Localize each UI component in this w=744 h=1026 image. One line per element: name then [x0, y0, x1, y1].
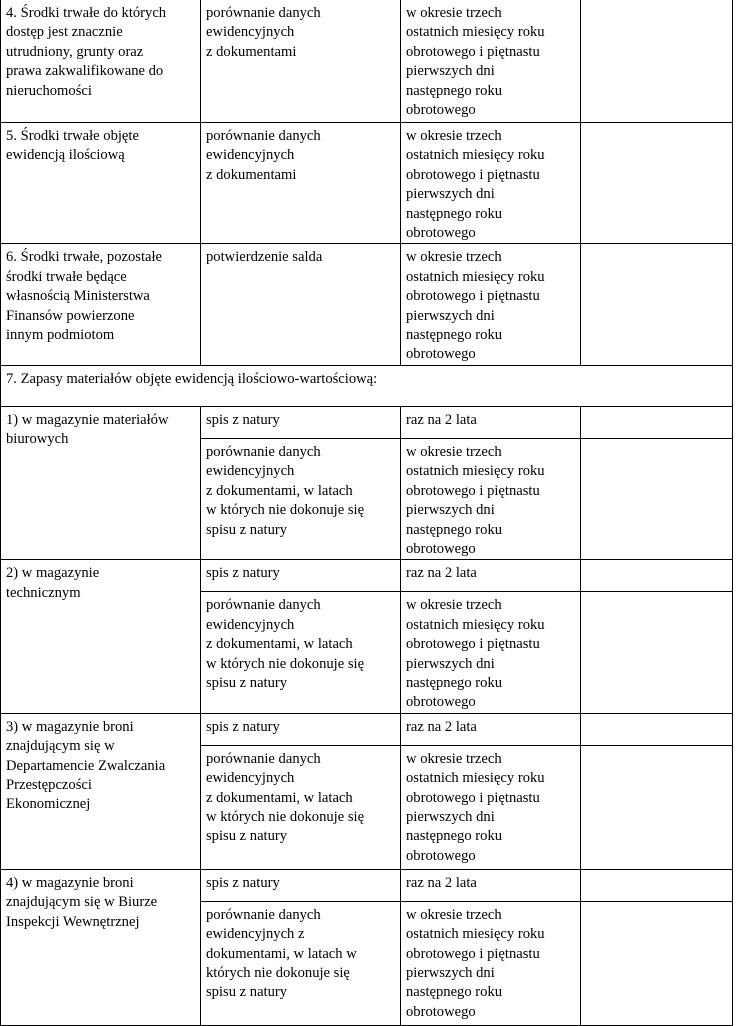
table-row [1, 123, 733, 244]
notes-cell [581, 869, 733, 901]
table-row [1, 244, 733, 365]
table-row [1, 713, 733, 745]
method-cell: porównanie danych ewidencyjnych z dokumentami [201, 0, 401, 123]
table-row [1, 869, 733, 901]
timing-cell: w okresie trzech ostatnich miesięcy roku obrotowego i piętnastu pierwszych dni następnego roku obrotowego [401, 0, 581, 123]
method-cell: porównanie danych ewidencyjnych z dokumentami [201, 123, 401, 244]
timing-cell: w okresie trzech ostatnich miesięcy roku obrotowego i piętnastu pierwszych dni następnego roku obrotowego [401, 244, 581, 365]
notes-cell [581, 745, 733, 869]
method-cell: potwierdzenie salda [201, 244, 401, 365]
table-row [1, 0, 733, 123]
sub-item-label-cell: 2) w magazynie technicznym [1, 560, 201, 713]
method-cell: spis z natury [201, 869, 401, 901]
method-cell: porównanie danych ewidencyjnych z dokumentami, w latach w których nie dokonuje się spisu z natury [201, 745, 401, 869]
notes-cell [581, 901, 733, 1025]
method-cell: porównanie danych ewidencyjnych z dokumentami, w latach w których nie dokonuje się spisu z natury [201, 901, 401, 1025]
item-label-cell: 4. Środki trwałe do których dostęp jest znacznie utrudniony, grunty oraz prawa zakwalifikowane do nieruchomości [1, 0, 201, 123]
timing-cell: w okresie trzech ostatnich miesięcy roku obrotowego i piętnastu pierwszych dni następnego roku obrotowego [401, 901, 581, 1025]
notes-cell [581, 123, 733, 244]
method-cell: spis z natury [201, 560, 401, 592]
timing-cell: w okresie trzech ostatnich miesięcy roku obrotowego i piętnastu pierwszych dni następnego roku obrotowego [401, 123, 581, 244]
section-heading: 7. Zapasy materiałów objęte ewidencją ilościowo-wartościową: [1, 365, 733, 406]
notes-cell [581, 713, 733, 745]
section-heading-row [1, 365, 733, 406]
item-label-cell: 6. Środki trwałe, pozostałe środki trwałe będące własnością Ministerstwa Finansów powierzone innym podmiotom [1, 244, 201, 365]
notes-cell [581, 560, 733, 592]
timing-cell: raz na 2 lata [401, 560, 581, 592]
method-cell: porównanie danych ewidencyjnych z dokumentami, w latach w których nie dokonuje się spisu z natury [201, 438, 401, 559]
notes-cell [581, 244, 733, 365]
table-row [1, 406, 733, 438]
notes-cell [581, 438, 733, 559]
sub-item-label-cell: 1) w magazynie materiałów biurowych [1, 406, 201, 559]
notes-cell [581, 592, 733, 713]
method-cell: spis z natury [201, 713, 401, 745]
timing-cell: w okresie trzech ostatnich miesięcy roku obrotowego i piętnastu pierwszych dni następnego roku obrotowego [401, 438, 581, 559]
timing-cell: w okresie trzech ostatnich miesięcy roku obrotowego i piętnastu pierwszych dni następnego roku obrotowego [401, 745, 581, 869]
notes-cell [581, 406, 733, 438]
timing-cell: w okresie trzech ostatnich miesięcy roku obrotowego i piętnastu pierwszych dni następnego roku obrotowego [401, 592, 581, 713]
notes-cell [581, 0, 733, 123]
item-label-cell: 5. Środki trwałe objęte ewidencją ilościową [1, 123, 201, 244]
method-cell: porównanie danych ewidencyjnych z dokumentami, w latach w których nie dokonuje się spisu z natury [201, 592, 401, 713]
timing-cell: raz na 2 lata [401, 406, 581, 438]
table-row [1, 560, 733, 592]
method-cell: spis z natury [201, 406, 401, 438]
timing-cell: raz na 2 lata [401, 713, 581, 745]
sub-item-label-cell: 3) w magazynie broni znajdującym się w Departamencie Zwalczania Przestępczości Ekonomicznej [1, 713, 201, 869]
timing-cell: raz na 2 lata [401, 869, 581, 901]
sub-item-label-cell: 4) w magazynie broni znajdującym się w Biurze Inspekcji Wewnętrznej [1, 869, 201, 1025]
